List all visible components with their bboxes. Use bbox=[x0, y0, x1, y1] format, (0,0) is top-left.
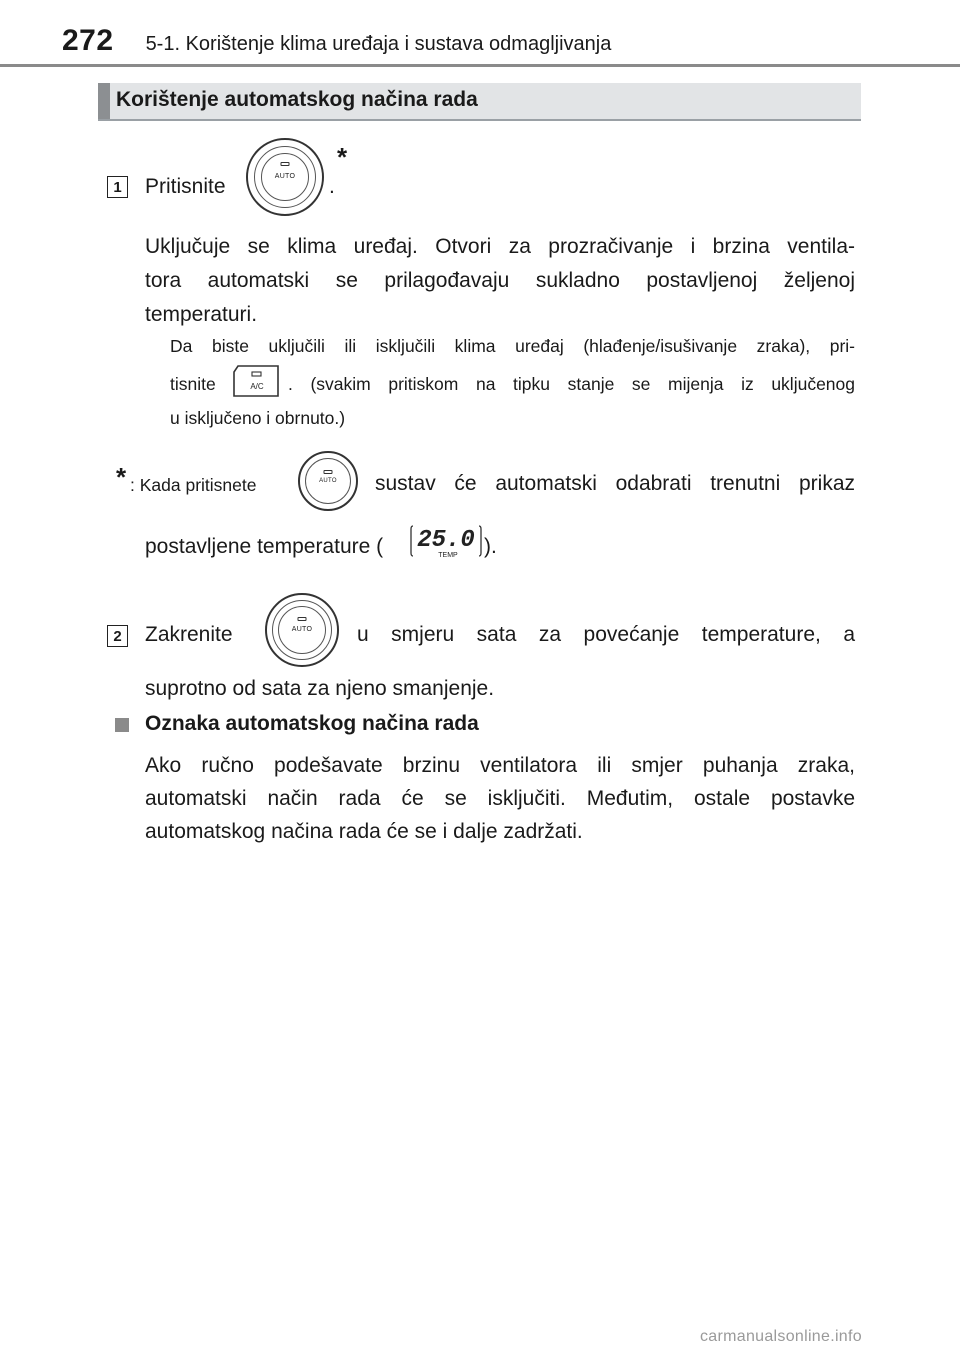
auto-knob-indicator bbox=[281, 162, 290, 166]
subsection-line3: automatskog načina rada će se i dalje zadržati. bbox=[145, 820, 583, 843]
footnote-line2-suffix: ). bbox=[484, 535, 497, 558]
temperature-label: TEMP bbox=[438, 552, 458, 559]
temperature-display-icon bbox=[410, 523, 482, 559]
auto-knob-small-icon bbox=[298, 451, 358, 511]
auto-knob-small-label: AUTO bbox=[319, 478, 337, 484]
section-heading-bar bbox=[98, 83, 861, 121]
step1-prefix: Pritisnite bbox=[145, 175, 226, 198]
note-line1: Da biste uključili ili isključili klima uređaj (hlađenje/isušivanje zraka), pri- bbox=[170, 336, 855, 356]
section-bar-accent bbox=[98, 83, 110, 119]
step1-paragraph-line2: tora automatski se prilagođavaju sukladno postavljenoj željenoj bbox=[145, 269, 855, 292]
section-title: 5-1. Korištenje klima uređaja i sustava odmagljivanja bbox=[145, 33, 612, 55]
ac-button-icon bbox=[232, 364, 282, 398]
auto-dial-label: AUTO bbox=[291, 626, 313, 633]
asterisk-mark: * bbox=[337, 142, 348, 172]
subsection-heading: Oznaka automatskog načina rada bbox=[145, 712, 479, 735]
auto-knob-icon bbox=[246, 138, 324, 216]
step1-suffix: . bbox=[329, 175, 335, 198]
page-number: 272 bbox=[62, 24, 114, 57]
footnote-suffix: sustav će automatski odabrati trenutni prikaz bbox=[375, 472, 855, 495]
footnote-asterisk: * bbox=[116, 462, 127, 492]
step-number-2: 2 bbox=[107, 625, 128, 647]
auto-knob-small-indicator bbox=[324, 470, 333, 474]
auto-dial-indicator bbox=[298, 617, 307, 621]
subsection-line1: Ako ručno podešavate brzinu ventilatora ili smjer puhanja zraka, bbox=[145, 754, 855, 777]
page-header bbox=[62, 24, 611, 58]
square-bullet-icon bbox=[115, 718, 129, 732]
footnote-prefix: : Kada pritisnete bbox=[130, 475, 257, 495]
step1-paragraph-line1: Uključuje se klima uređaj. Otvori za prozračivanje i brzina ventila- bbox=[145, 235, 855, 258]
note-line2-suffix: . (svakim pritiskom na tipku stanje se mijenja iz uključenog bbox=[288, 374, 855, 394]
step-number-1: 1 bbox=[107, 176, 128, 198]
step2-prefix: Zakrenite bbox=[145, 623, 233, 646]
ac-label: A/C bbox=[250, 382, 264, 391]
temperature-value: 25.0 bbox=[417, 527, 475, 554]
step2-suffix: u smjeru sata za povećanje temperature, a bbox=[357, 623, 855, 646]
footnote-line2-prefix: postavljene temperature ( bbox=[145, 535, 384, 558]
subsection-line2: automatski način rada će se isključiti. Međutim, ostale postavke bbox=[145, 787, 855, 810]
header-rule bbox=[0, 64, 960, 67]
auto-knob-label: AUTO bbox=[274, 173, 296, 180]
watermark: carmanualsonline.info bbox=[700, 1328, 862, 1345]
auto-dial-icon bbox=[265, 593, 339, 667]
note-line3: u isključeno i obrnuto.) bbox=[170, 408, 346, 428]
section-heading: Korištenje automatskog načina rada bbox=[116, 88, 478, 111]
step1-paragraph-line3: temperaturi. bbox=[145, 303, 258, 326]
step2-line2: suprotno od sata za njeno smanjenje. bbox=[145, 677, 495, 700]
note-line2-prefix: tisnite bbox=[170, 374, 216, 394]
